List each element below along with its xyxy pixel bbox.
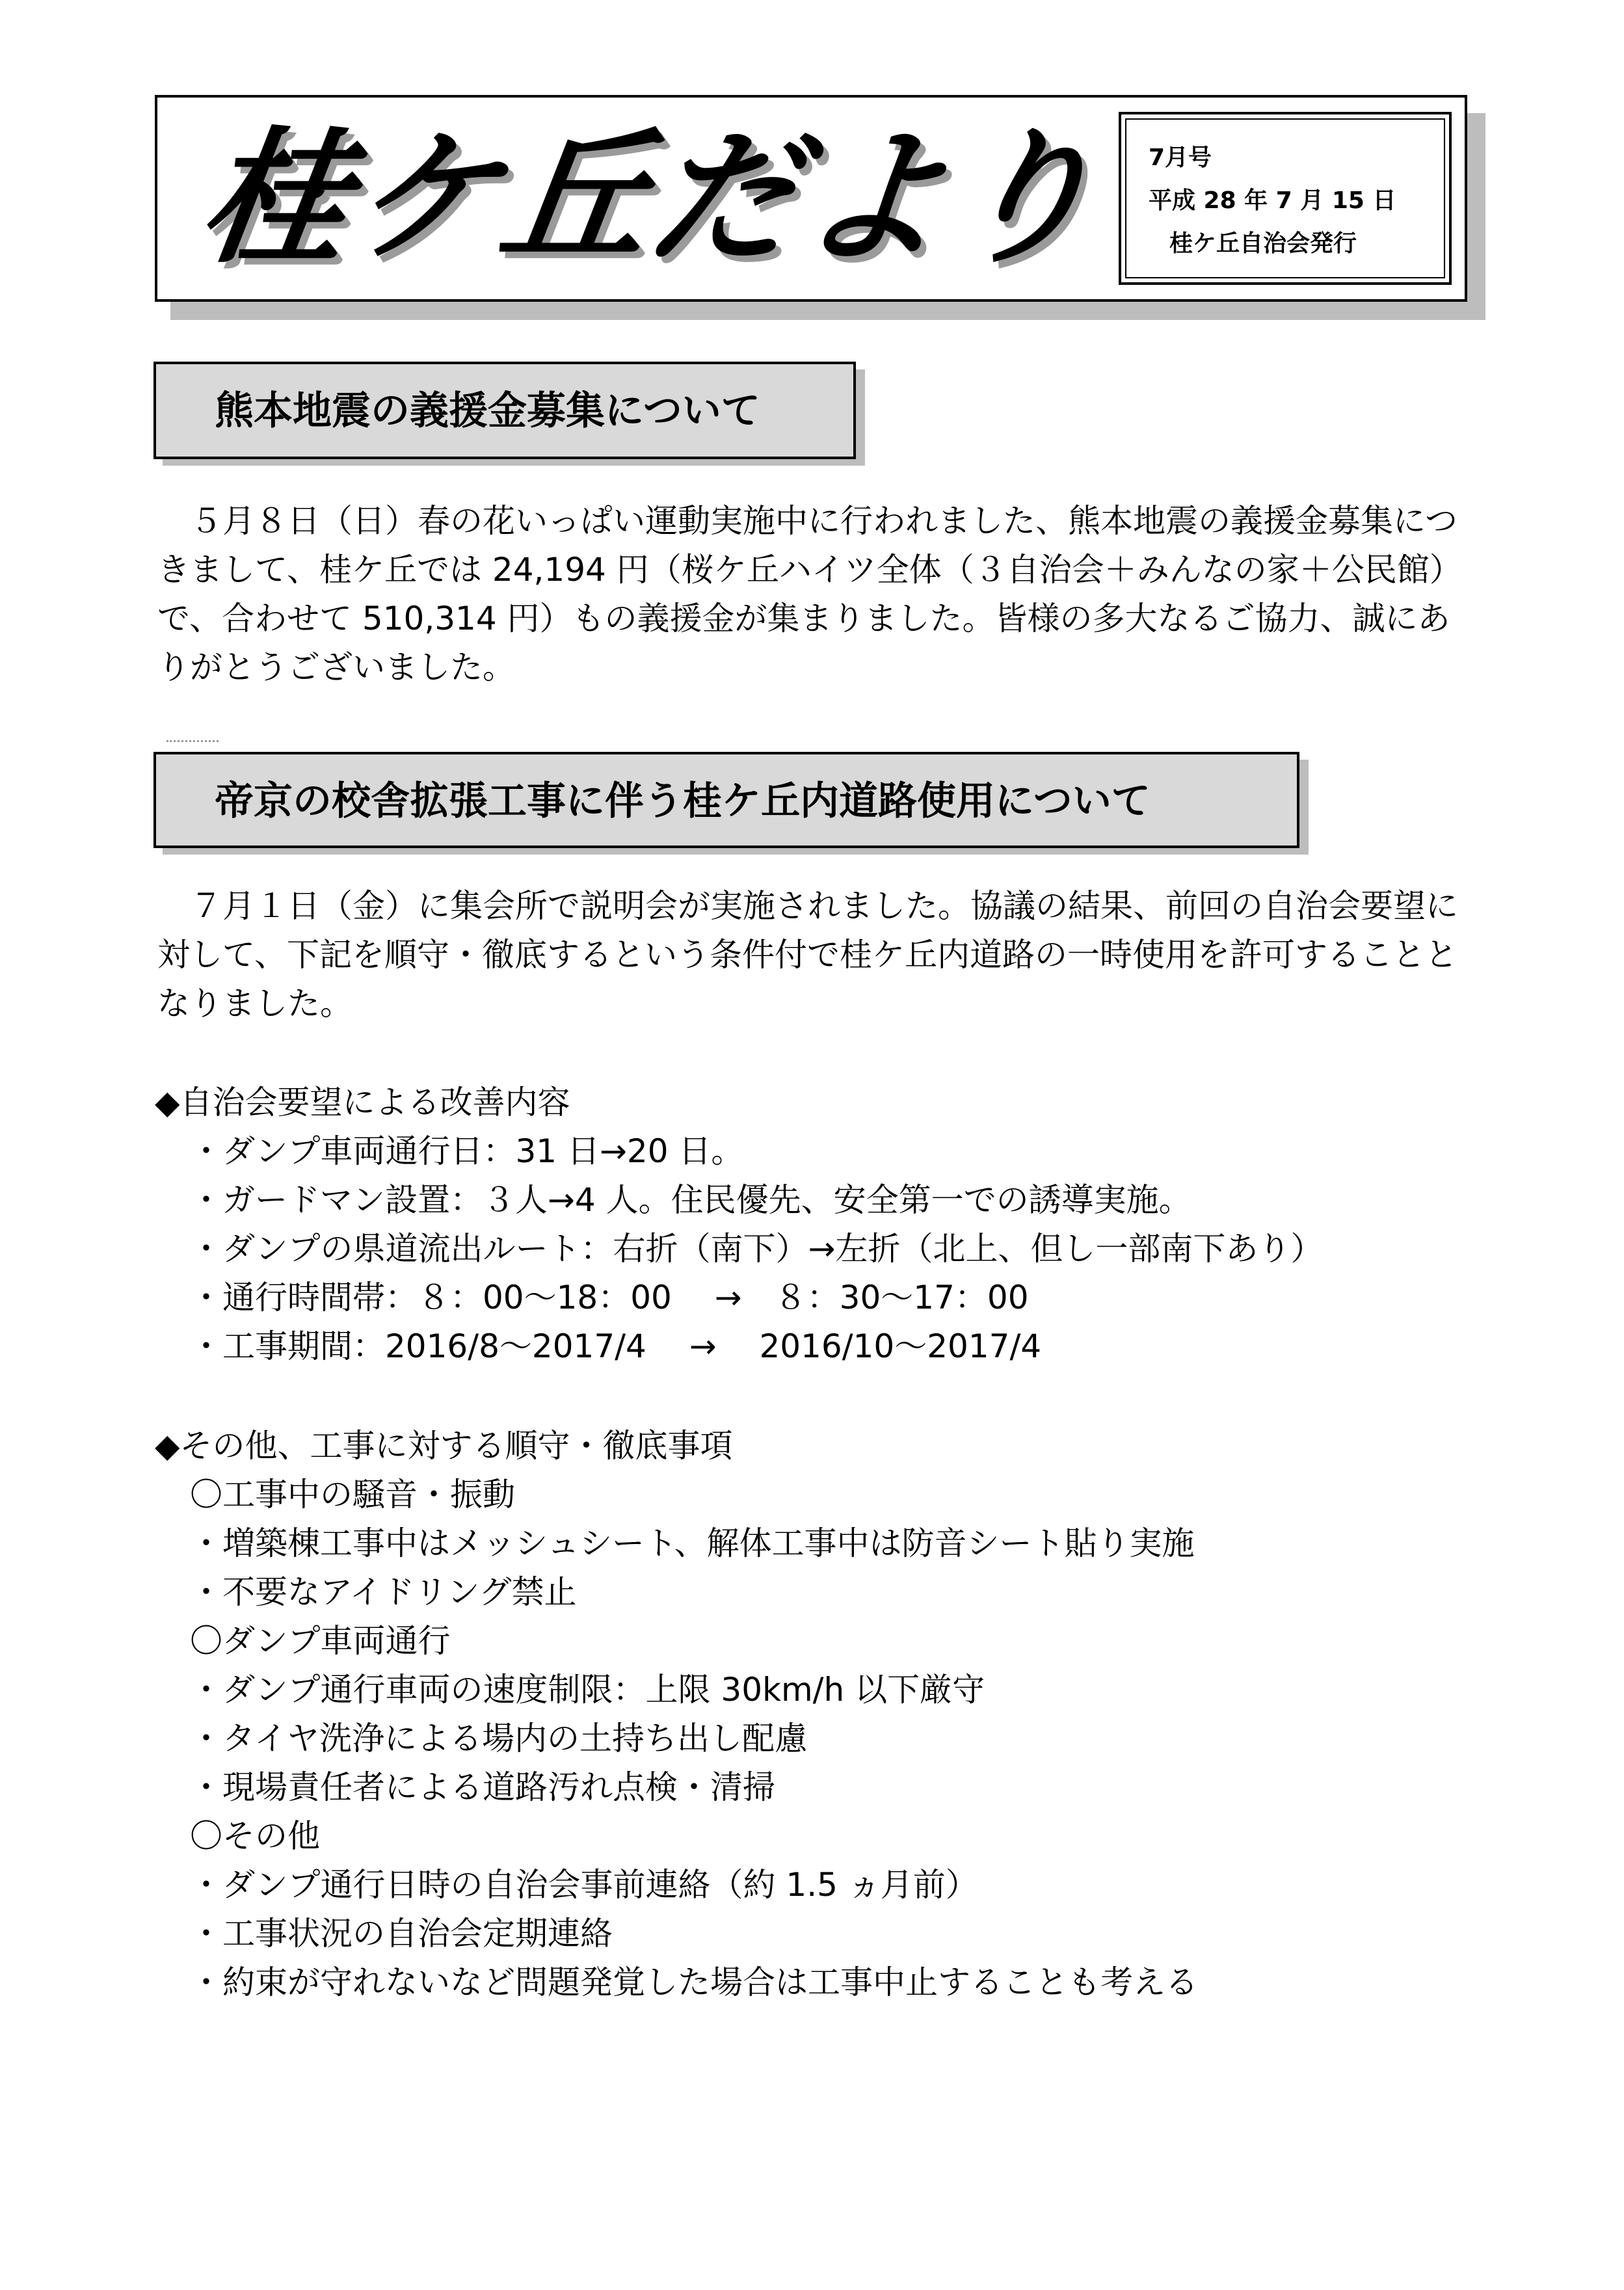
dotted-mark	[166, 740, 219, 747]
section2-body	[157, 882, 1471, 1028]
section1-line: で、合わせて 510,314 円）もの義援金が集まりました。皆様の多大なるご協力、誠にあ	[157, 600, 1450, 637]
section2-heading: 帝京の校舎拡張工事に伴う桂ケ丘内道路使用について	[153, 752, 1299, 848]
section1-heading: 熊本地震の義援金募集について	[153, 362, 856, 459]
others-item: ・工事状況の自治会定期連絡	[190, 1915, 613, 1952]
others-item: ・現場責任者による道路汚れ点検・清掃	[190, 1768, 775, 1806]
others-item: ・タイヤ洗浄による場内の土持ち出し配慮	[190, 1720, 807, 1757]
section2-line: なりました。	[157, 985, 353, 1022]
group-title-noise: 〇工事中の騒音・振動	[190, 1476, 515, 1513]
improvement-item: ・ダンプ車両通行日：31 日→20 日。	[190, 1132, 744, 1170]
improvement-item: ・ダンプの県道流出ルート：右折（南下）→左折（北上、但し一部南下あり）	[190, 1230, 1324, 1268]
others-item: ・約束が守れないなど問題発覚した場合は工事中止することも考える	[190, 1964, 1198, 2001]
improvement-item: ・通行時間帯：８：00～18：00 → ８：30～17：00	[190, 1279, 1029, 1316]
group-title-other: 〇その他	[190, 1817, 320, 1855]
publisher: 桂ケ丘自治会発行	[1169, 230, 1357, 257]
conditions-list	[155, 1078, 1323, 2007]
section2-line: 対して、下記を順守・徹底するという条件付で桂ケ丘内道路の一時使用を許可することと	[157, 936, 1458, 974]
issue-label: 7月号	[1149, 144, 1212, 171]
masthead	[155, 95, 1467, 302]
spacer	[155, 1371, 1323, 1422]
others-item: ・ダンプ通行車両の速度制限：上限 30km/h 以下厳守	[190, 1671, 985, 1709]
others-item: ・ダンプ通行日時の自治会事前連絡（約 1.5 ヵ月前）	[190, 1866, 978, 1904]
others-item: ・不要なアイドリング禁止	[190, 1573, 577, 1611]
issue-date: 平成 28 年 7 月 15 日	[1149, 187, 1396, 214]
newsletter-title: 桂ケ丘だより	[191, 113, 1113, 283]
group-title-dump-truck: 〇ダンプ車両通行	[190, 1622, 451, 1660]
improvement-item: ・工事期間：2016/8～2017/4 → 2016/10～2017/4	[190, 1327, 1042, 1365]
improvement-item: ・ガードマン設置：３人→4 人。住民優先、安全第一での誘導実施。	[190, 1181, 1191, 1219]
section1-line: ５月８日（日）春の花いっぱい運動実施中に行われました、熊本地震の義援金募集につ	[157, 502, 1458, 540]
issue-info-inner	[1125, 118, 1445, 278]
others-heading: ◆その他、工事に対する順守・徹底事項	[155, 1427, 733, 1465]
section1-line: りがとうございました。	[157, 648, 515, 686]
section1-line: きまして、桂ケ丘では 24,194 円（桜ケ丘ハイツ全体（３自治会＋みんなの家＋公民館）	[157, 551, 1462, 589]
others-item: ・増築棟工事中はメッシュシート、解体工事中は防音シート貼り実施	[190, 1524, 1195, 1562]
improvements-heading: ◆自治会要望による改善内容	[155, 1084, 570, 1121]
section2-line: ７月１日（金）に集会所で説明会が実施されました。協議の結果、前回の自治会要望に	[157, 887, 1458, 925]
issue-info-box	[1119, 112, 1452, 285]
section1-body	[157, 497, 1471, 692]
